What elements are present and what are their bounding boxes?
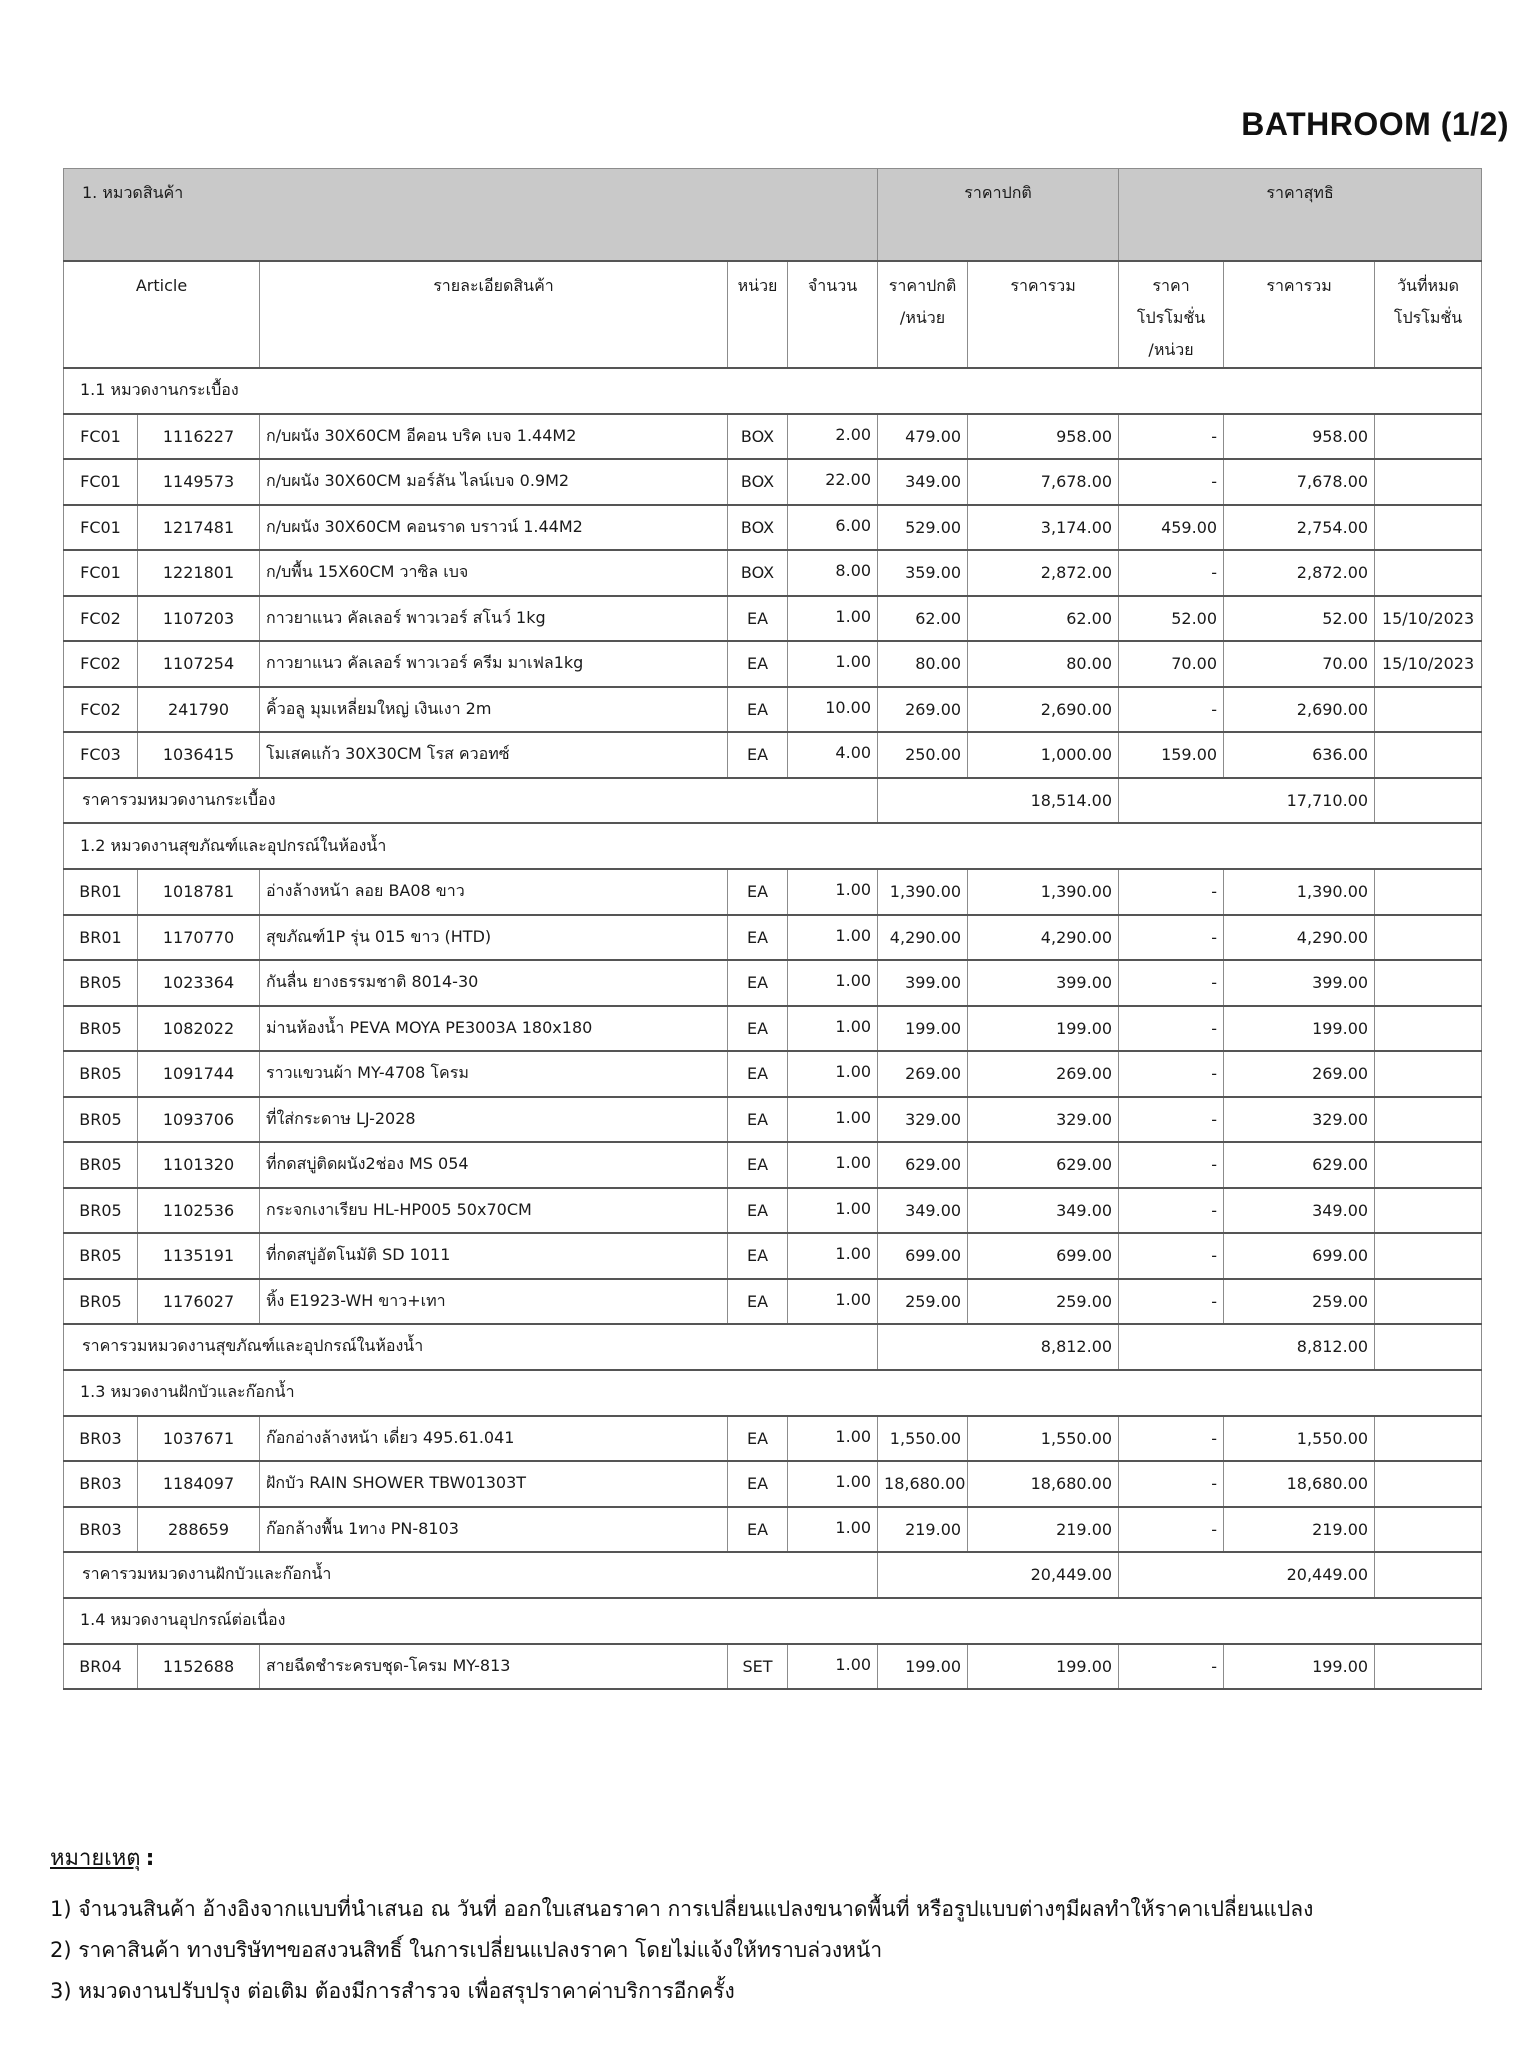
- item-promo-end: [1375, 1006, 1482, 1052]
- item-unit: BOX: [728, 414, 788, 460]
- quotation-table: [63, 168, 1482, 1690]
- item-detail: ราวแขวนผ้า MY-4708 โครม: [260, 1051, 728, 1097]
- item-promo-price: -: [1119, 960, 1224, 1006]
- item-detail: กาวยาแนว คัลเลอร์ พาวเวอร์ ครีม มาเฟล1kg: [260, 641, 728, 687]
- item-unit: SET: [728, 1644, 788, 1690]
- section-header-row: [64, 1598, 1482, 1644]
- item-code: BR05: [64, 1097, 138, 1143]
- item-article: 1023364: [138, 960, 260, 1006]
- table-row: [64, 1188, 1482, 1234]
- item-total: 269.00: [968, 1051, 1119, 1097]
- item-code: FC01: [64, 505, 138, 551]
- subtotal-net: 17,710.00: [1119, 778, 1375, 824]
- table-row: [64, 596, 1482, 642]
- item-total: 329.00: [968, 1097, 1119, 1143]
- item-unit: EA: [728, 1233, 788, 1279]
- item-qty: 2.00: [788, 414, 878, 460]
- item-article: 1184097: [138, 1461, 260, 1507]
- item-promo-price: -: [1119, 1644, 1224, 1690]
- item-promo-end: [1375, 1097, 1482, 1143]
- col-qty: จำนวน: [788, 261, 878, 368]
- item-article: 1116227: [138, 414, 260, 460]
- item-code: BR01: [64, 915, 138, 961]
- table-row: [64, 505, 1482, 551]
- item-code: BR05: [64, 1188, 138, 1234]
- item-unit: EA: [728, 1006, 788, 1052]
- item-total: 219.00: [968, 1507, 1119, 1553]
- item-article: 241790: [138, 687, 260, 733]
- item-qty: 22.00: [788, 459, 878, 505]
- table-row: [64, 1097, 1482, 1143]
- item-unit: EA: [728, 960, 788, 1006]
- item-unit: EA: [728, 641, 788, 687]
- subtotal-label: ราคารวมหมวดงานกระเบื้อง: [64, 778, 878, 824]
- item-total: 2,872.00: [968, 550, 1119, 596]
- item-code: FC02: [64, 641, 138, 687]
- subtotal-regular: 20,449.00: [878, 1552, 1119, 1598]
- item-code: BR05: [64, 1279, 138, 1325]
- subtotal-row: [64, 1324, 1482, 1370]
- item-code: FC01: [64, 459, 138, 505]
- item-net-total: 699.00: [1224, 1233, 1375, 1279]
- col-promo: [1119, 261, 1224, 368]
- item-unit-price: 269.00: [878, 687, 968, 733]
- table-row: [64, 1644, 1482, 1690]
- item-article: 1101320: [138, 1142, 260, 1188]
- item-unit: EA: [728, 1507, 788, 1553]
- item-promo-end: [1375, 1279, 1482, 1325]
- item-promo-end: [1375, 1461, 1482, 1507]
- section-header-row: [64, 1370, 1482, 1416]
- item-unit-price: 62.00: [878, 596, 968, 642]
- item-detail: โมเสคแก้ว 30X30CM โรส ควอทซ์: [260, 732, 728, 778]
- item-article: 1135191: [138, 1233, 260, 1279]
- item-promo-end: [1375, 1142, 1482, 1188]
- item-promo-price: -: [1119, 915, 1224, 961]
- item-total: 958.00: [968, 414, 1119, 460]
- item-unit-price: 259.00: [878, 1279, 968, 1325]
- subtotal-regular: 18,514.00: [878, 778, 1119, 824]
- item-detail: ที่ใส่กระดาษ LJ-2028: [260, 1097, 728, 1143]
- item-detail: ฝักบัว RAIN SHOWER TBW01303T: [260, 1461, 728, 1507]
- item-code: BR04: [64, 1644, 138, 1690]
- item-promo-end: [1375, 414, 1482, 460]
- col-promo-end-line: โปรโมชั่น: [1393, 307, 1463, 327]
- note-line: 1) จำนวนสินค้า อ้างอิงจากแบบที่นำเสนอ ณ วันที่ ออกใบเสนอราคา การเปลี่ยนแปลงขนาดพื้นที่ หรือรูปแบบต่างๆมีผลทำให้ราคาเปลี่ยนแปลง: [50, 1897, 1314, 1921]
- notes-colon: :: [145, 1846, 155, 1871]
- section-header-row: [64, 823, 1482, 869]
- item-net-total: 199.00: [1224, 1006, 1375, 1052]
- item-promo-price: -: [1119, 687, 1224, 733]
- item-article: 1149573: [138, 459, 260, 505]
- item-detail: ก/บพื้น 15X60CM วาซิล เบจ: [260, 550, 728, 596]
- col-net-total: ราคารวม: [1224, 261, 1375, 368]
- item-promo-end: [1375, 1507, 1482, 1553]
- section-title: 1.1 หมวดงานกระเบื้อง: [64, 368, 1482, 414]
- col-promo-line: /หน่วย: [1148, 339, 1194, 359]
- item-detail: คิ้วอลู มุมเหลี่ยมใหญ่ เงินเงา 2m: [260, 687, 728, 733]
- subtotal-net: 8,812.00: [1119, 1324, 1375, 1370]
- section-title: 1.3 หมวดงานฝักบัวและก๊อกน้ำ: [64, 1370, 1482, 1416]
- item-unit-price: 199.00: [878, 1644, 968, 1690]
- item-net-total: 70.00: [1224, 641, 1375, 687]
- item-promo-end: [1375, 1233, 1482, 1279]
- item-promo-price: -: [1119, 1416, 1224, 1462]
- item-code: BR01: [64, 869, 138, 915]
- item-qty: 1.00: [788, 1461, 878, 1507]
- item-qty: 1.00: [788, 1142, 878, 1188]
- item-qty: 1.00: [788, 1006, 878, 1052]
- table-row: [64, 459, 1482, 505]
- col-promo-line: ราคา: [1152, 275, 1190, 295]
- item-unit: EA: [728, 1416, 788, 1462]
- item-detail: ก๊อกล้างพื้น 1ทาง PN-8103: [260, 1507, 728, 1553]
- item-promo-price: -: [1119, 1142, 1224, 1188]
- item-unit: EA: [728, 1188, 788, 1234]
- section-title: 1.4 หมวดงานอุปกรณ์ต่อเนื่อง: [64, 1598, 1482, 1644]
- item-article: 1152688: [138, 1644, 260, 1690]
- regular-price-header: ราคาปกติ: [878, 169, 1119, 261]
- item-unit: EA: [728, 596, 788, 642]
- item-qty: 1.00: [788, 1051, 878, 1097]
- item-unit: EA: [728, 732, 788, 778]
- item-article: 1036415: [138, 732, 260, 778]
- table-row: [64, 960, 1482, 1006]
- item-promo-price: -: [1119, 1279, 1224, 1325]
- item-article: 1176027: [138, 1279, 260, 1325]
- item-detail: ที่กดสบู่ติดผนัง2ช่อง MS 054: [260, 1142, 728, 1188]
- item-total: 7,678.00: [968, 459, 1119, 505]
- item-net-total: 636.00: [1224, 732, 1375, 778]
- item-net-total: 52.00: [1224, 596, 1375, 642]
- item-promo-end: [1375, 459, 1482, 505]
- table-row: [64, 1279, 1482, 1325]
- item-unit: EA: [728, 1097, 788, 1143]
- item-article: 1170770: [138, 915, 260, 961]
- item-qty: 1.00: [788, 596, 878, 642]
- item-total: 699.00: [968, 1233, 1119, 1279]
- item-unit-price: 4,290.00: [878, 915, 968, 961]
- subtotal-label: ราคารวมหมวดงานฝักบัวและก๊อกน้ำ: [64, 1552, 878, 1598]
- item-net-total: 2,872.00: [1224, 550, 1375, 596]
- table-row: [64, 915, 1482, 961]
- item-promo-end: [1375, 869, 1482, 915]
- item-unit: EA: [728, 869, 788, 915]
- item-qty: 1.00: [788, 1279, 878, 1325]
- notes-title: หมายเหตุ: [50, 1846, 141, 1871]
- col-promo-line: โปรโมชั่น: [1136, 307, 1206, 327]
- item-net-total: 2,690.00: [1224, 687, 1375, 733]
- item-article: 1221801: [138, 550, 260, 596]
- item-detail: กันลื่น ยางธรรมชาติ 8014-30: [260, 960, 728, 1006]
- item-promo-price: -: [1119, 1461, 1224, 1507]
- item-promo-price: 159.00: [1119, 732, 1224, 778]
- item-unit-price: 359.00: [878, 550, 968, 596]
- item-unit-price: 529.00: [878, 505, 968, 551]
- item-detail: หิ้ง E1923-WH ขาว+เทา: [260, 1279, 728, 1325]
- item-code: FC01: [64, 550, 138, 596]
- item-code: FC02: [64, 687, 138, 733]
- item-qty: 1.00: [788, 1097, 878, 1143]
- item-code: BR05: [64, 1051, 138, 1097]
- item-total: 4,290.00: [968, 915, 1119, 961]
- item-qty: 1.00: [788, 1233, 878, 1279]
- item-unit-price: 1,390.00: [878, 869, 968, 915]
- item-unit-price: 329.00: [878, 1097, 968, 1143]
- item-promo-end: [1375, 1416, 1482, 1462]
- table-row: [64, 550, 1482, 596]
- item-unit-price: 629.00: [878, 1142, 968, 1188]
- item-qty: 1.00: [788, 1416, 878, 1462]
- item-code: BR05: [64, 1142, 138, 1188]
- item-detail: ก/บผนัง 30X60CM อีคอน บริค เบจ 1.44M2: [260, 414, 728, 460]
- notes-block: [50, 1840, 1313, 2012]
- item-code: BR03: [64, 1461, 138, 1507]
- item-net-total: 1,390.00: [1224, 869, 1375, 915]
- item-promo-price: 52.00: [1119, 596, 1224, 642]
- subtotal-empty: [1375, 778, 1482, 824]
- item-detail: กระจกเงาเรียบ HL-HP005 50x70CM: [260, 1188, 728, 1234]
- table-row: [64, 732, 1482, 778]
- item-unit-price: 269.00: [878, 1051, 968, 1097]
- item-total: 399.00: [968, 960, 1119, 1006]
- item-promo-end: 15/10/2023: [1375, 641, 1482, 687]
- item-promo-price: 70.00: [1119, 641, 1224, 687]
- item-article: 1093706: [138, 1097, 260, 1143]
- col-unit-price-line: /หน่วย: [899, 307, 946, 327]
- item-promo-end: [1375, 1188, 1482, 1234]
- item-detail: ก/บผนัง 30X60CM คอนราด บราวน์ 1.44M2: [260, 505, 728, 551]
- item-total: 2,690.00: [968, 687, 1119, 733]
- item-net-total: 18,680.00: [1224, 1461, 1375, 1507]
- column-header-row: [64, 261, 1482, 368]
- item-unit-price: 479.00: [878, 414, 968, 460]
- item-total: 62.00: [968, 596, 1119, 642]
- item-unit: EA: [728, 687, 788, 733]
- item-qty: 1.00: [788, 1188, 878, 1234]
- subtotal-regular: 8,812.00: [878, 1324, 1119, 1370]
- item-promo-end: [1375, 1051, 1482, 1097]
- item-net-total: 259.00: [1224, 1279, 1375, 1325]
- item-total: 199.00: [968, 1644, 1119, 1690]
- item-promo-price: -: [1119, 550, 1224, 596]
- item-net-total: 958.00: [1224, 414, 1375, 460]
- table-row: [64, 869, 1482, 915]
- item-code: FC03: [64, 732, 138, 778]
- item-unit-price: 219.00: [878, 1507, 968, 1553]
- item-unit: BOX: [728, 505, 788, 551]
- item-promo-price: -: [1119, 414, 1224, 460]
- item-qty: 1.00: [788, 869, 878, 915]
- item-promo-price: -: [1119, 1006, 1224, 1052]
- item-net-total: 2,754.00: [1224, 505, 1375, 551]
- col-article: Article: [64, 261, 260, 368]
- item-code: FC01: [64, 414, 138, 460]
- item-promo-end: [1375, 687, 1482, 733]
- item-net-total: 219.00: [1224, 1507, 1375, 1553]
- col-unit: หน่วย: [728, 261, 788, 368]
- col-detail: รายละเอียดสินค้า: [260, 261, 728, 368]
- item-unit: EA: [728, 1142, 788, 1188]
- table-row: [64, 1461, 1482, 1507]
- item-promo-price: -: [1119, 459, 1224, 505]
- subtotal-label: ราคารวมหมวดงานสุขภัณฑ์และอุปกรณ์ในห้องน้ำ: [64, 1324, 878, 1370]
- table-row: [64, 1416, 1482, 1462]
- item-unit-price: 699.00: [878, 1233, 968, 1279]
- item-unit: EA: [728, 915, 788, 961]
- item-qty: 1.00: [788, 1644, 878, 1690]
- item-unit-price: 1,550.00: [878, 1416, 968, 1462]
- col-total: ราคารวม: [968, 261, 1119, 368]
- item-qty: 4.00: [788, 732, 878, 778]
- item-net-total: 629.00: [1224, 1142, 1375, 1188]
- table-row: [64, 1051, 1482, 1097]
- item-promo-end: [1375, 960, 1482, 1006]
- item-total: 349.00: [968, 1188, 1119, 1234]
- item-unit-price: 18,680.00: [878, 1461, 968, 1507]
- item-unit-price: 80.00: [878, 641, 968, 687]
- item-detail: สุขภัณฑ์1P รุ่น 015 ขาว (HTD): [260, 915, 728, 961]
- item-article: 288659: [138, 1507, 260, 1553]
- item-net-total: 329.00: [1224, 1097, 1375, 1143]
- item-qty: 1.00: [788, 960, 878, 1006]
- table-row: [64, 687, 1482, 733]
- col-unit-price: [878, 261, 968, 368]
- table-row: [64, 1233, 1482, 1279]
- item-net-total: 399.00: [1224, 960, 1375, 1006]
- note-line: 3) หมวดงานปรับปรุง ต่อเติม ต้องมีการสำรวจ เพื่อสรุปราคาค่าบริการอีกครั้ง: [50, 1979, 735, 2003]
- item-detail: ก/บผนัง 30X60CM มอร์ลัน ไลน์เบจ 0.9M2: [260, 459, 728, 505]
- item-qty: 1.00: [788, 915, 878, 961]
- item-article: 1107254: [138, 641, 260, 687]
- item-total: 199.00: [968, 1006, 1119, 1052]
- item-net-total: 199.00: [1224, 1644, 1375, 1690]
- col-promo-end-line: วันที่หมด: [1397, 275, 1460, 295]
- table-row: [64, 1006, 1482, 1052]
- subtotal-net: 20,449.00: [1119, 1552, 1375, 1598]
- item-promo-end: [1375, 550, 1482, 596]
- item-total: 1,000.00: [968, 732, 1119, 778]
- item-qty: 1.00: [788, 641, 878, 687]
- item-unit: EA: [728, 1051, 788, 1097]
- item-promo-price: -: [1119, 1188, 1224, 1234]
- item-unit-price: 349.00: [878, 1188, 968, 1234]
- section-header-row: [64, 368, 1482, 414]
- item-promo-price: -: [1119, 869, 1224, 915]
- item-total: 629.00: [968, 1142, 1119, 1188]
- col-unit-price-line: ราคาปกติ: [888, 275, 957, 295]
- item-promo-price: -: [1119, 1507, 1224, 1553]
- table-row: [64, 414, 1482, 460]
- item-promo-price: -: [1119, 1097, 1224, 1143]
- page-title: BATHROOM (1/2): [1241, 106, 1509, 142]
- item-qty: 10.00: [788, 687, 878, 733]
- table-row: [64, 1507, 1482, 1553]
- item-unit: EA: [728, 1461, 788, 1507]
- item-promo-end: [1375, 1644, 1482, 1690]
- item-detail: กาวยาแนว คัลเลอร์ พาวเวอร์ สโนว์ 1kg: [260, 596, 728, 642]
- item-promo-price: -: [1119, 1051, 1224, 1097]
- item-code: BR05: [64, 960, 138, 1006]
- col-promo-end: [1375, 261, 1482, 368]
- item-net-total: 1,550.00: [1224, 1416, 1375, 1462]
- item-unit-price: 199.00: [878, 1006, 968, 1052]
- item-total: 1,390.00: [968, 869, 1119, 915]
- subtotal-empty: [1375, 1552, 1482, 1598]
- category-header: 1. หมวดสินค้า: [64, 169, 878, 261]
- table-row: [64, 1142, 1482, 1188]
- item-code: BR03: [64, 1507, 138, 1553]
- group-header-row: [64, 169, 1482, 261]
- item-detail: สายฉีดชำระครบชุด-โครม MY-813: [260, 1644, 728, 1690]
- item-unit: EA: [728, 1279, 788, 1325]
- item-article: 1082022: [138, 1006, 260, 1052]
- item-promo-end: [1375, 505, 1482, 551]
- item-article: 1091744: [138, 1051, 260, 1097]
- item-code: BR03: [64, 1416, 138, 1462]
- item-promo-end: [1375, 732, 1482, 778]
- item-total: 18,680.00: [968, 1461, 1119, 1507]
- item-article: 1037671: [138, 1416, 260, 1462]
- item-unit: BOX: [728, 459, 788, 505]
- item-article: 1102536: [138, 1188, 260, 1234]
- item-promo-price: -: [1119, 1233, 1224, 1279]
- note-line: 2) ราคาสินค้า ทางบริษัทฯขอสงวนสิทธิ์ ในการเปลี่ยนแปลงราคา โดยไม่แจ้งให้ทราบล่วงหน้า: [50, 1938, 883, 1962]
- item-promo-end: 15/10/2023: [1375, 596, 1482, 642]
- item-net-total: 7,678.00: [1224, 459, 1375, 505]
- item-qty: 6.00: [788, 505, 878, 551]
- item-net-total: 4,290.00: [1224, 915, 1375, 961]
- item-net-total: 349.00: [1224, 1188, 1375, 1234]
- subtotal-row: [64, 1552, 1482, 1598]
- item-code: BR05: [64, 1233, 138, 1279]
- item-unit-price: 349.00: [878, 459, 968, 505]
- item-total: 259.00: [968, 1279, 1119, 1325]
- item-unit-price: 250.00: [878, 732, 968, 778]
- item-detail: ก๊อกอ่างล้างหน้า เดี่ยว 495.61.041: [260, 1416, 728, 1462]
- item-unit: BOX: [728, 550, 788, 596]
- item-total: 80.00: [968, 641, 1119, 687]
- item-qty: 8.00: [788, 550, 878, 596]
- item-detail: อ่างล้างหน้า ลอย BA08 ขาว: [260, 869, 728, 915]
- subtotal-row: [64, 778, 1482, 824]
- item-detail: ม่านห้องน้ำ PEVA MOYA PE3003A 180x180: [260, 1006, 728, 1052]
- item-unit-price: 399.00: [878, 960, 968, 1006]
- item-code: FC02: [64, 596, 138, 642]
- subtotal-empty: [1375, 1324, 1482, 1370]
- item-article: 1217481: [138, 505, 260, 551]
- item-qty: 1.00: [788, 1507, 878, 1553]
- section-title: 1.2 หมวดงานสุขภัณฑ์และอุปกรณ์ในห้องน้ำ: [64, 823, 1482, 869]
- item-total: 1,550.00: [968, 1416, 1119, 1462]
- item-detail: ที่กดสบู่อัตโนมัติ SD 1011: [260, 1233, 728, 1279]
- net-price-header: ราคาสุทธิ: [1119, 169, 1482, 261]
- item-promo-end: [1375, 915, 1482, 961]
- item-total: 3,174.00: [968, 505, 1119, 551]
- item-code: BR05: [64, 1006, 138, 1052]
- item-article: 1107203: [138, 596, 260, 642]
- table-row: [64, 641, 1482, 687]
- item-net-total: 269.00: [1224, 1051, 1375, 1097]
- item-article: 1018781: [138, 869, 260, 915]
- item-promo-price: 459.00: [1119, 505, 1224, 551]
